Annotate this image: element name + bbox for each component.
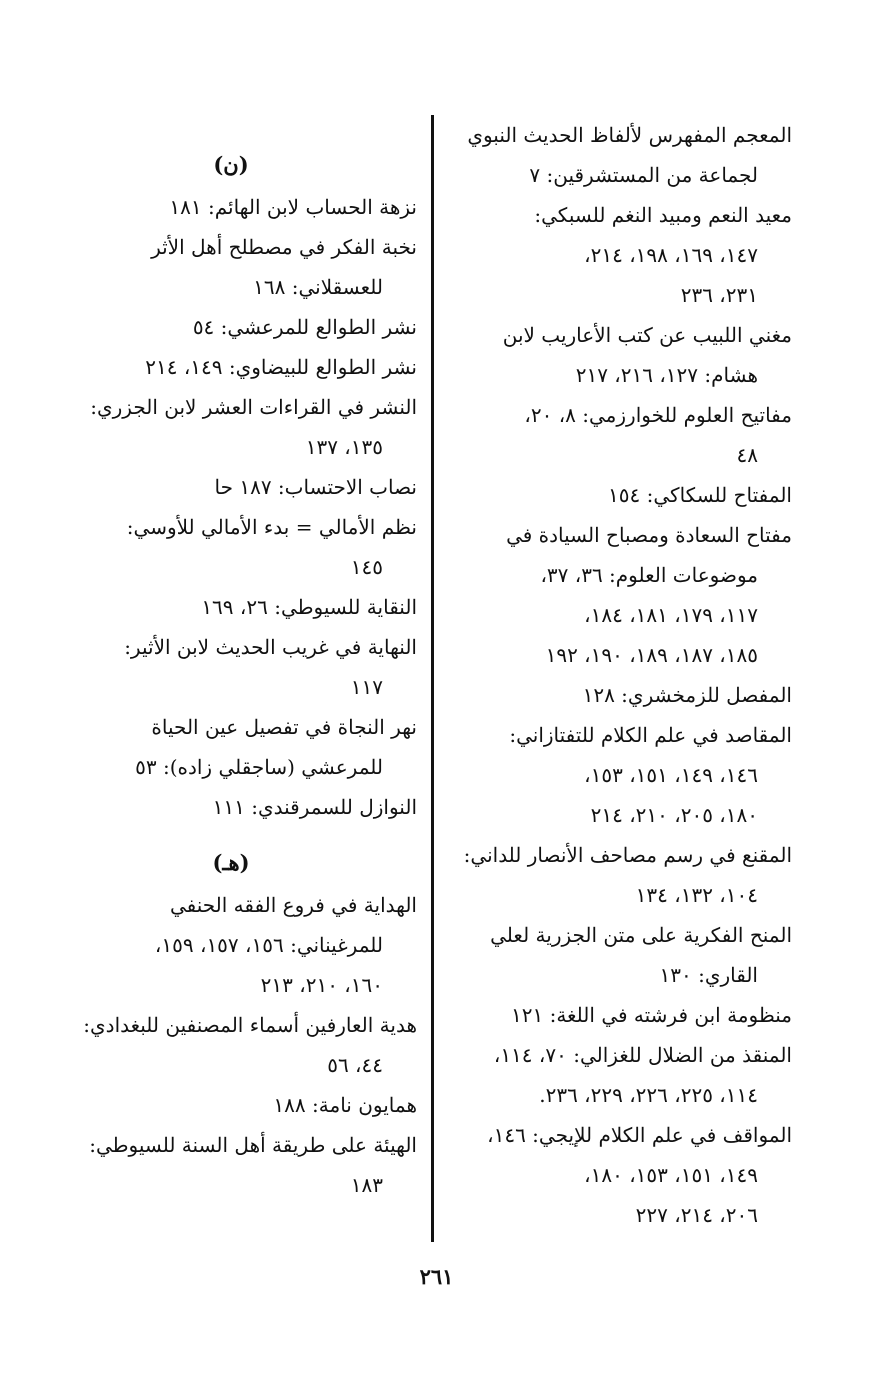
section-heading-ha: (هـ)	[212, 850, 250, 875]
index-entry-line: النقاية للسيوطي: ٢٦، ١٦٩	[201, 595, 417, 619]
index-entry-line: نصاب الاحتساب: ١٨٧ حا	[214, 475, 417, 499]
index-entry-line: ١١٧	[350, 675, 383, 699]
section-ha-entries	[45, 885, 417, 1205]
index-entry-line: نخبة الفكر في مصطلح أهل الأثر	[151, 235, 417, 259]
index-entry-line: همايون نامة: ١٨٨	[273, 1093, 417, 1117]
index-entry-line: ٢٣١، ٢٣٦	[680, 283, 758, 307]
index-entry-line: للعسقلاني: ١٦٨	[253, 275, 383, 299]
index-entry-line: ١٦٠، ٢١٠، ٢١٣	[260, 973, 383, 997]
index-entry-line: الهيئة على طريقة أهل السنة للسيوطي:	[89, 1133, 417, 1157]
index-entry-line: للمرغيناني: ١٥٦، ١٥٧، ١٥٩،	[154, 933, 383, 957]
index-entry-line: ١١٤، ٢٢٥، ٢٢٦، ٢٢٩، ٢٣٦.	[539, 1083, 758, 1107]
index-entry-line: ١٨٠، ٢٠٥، ٢١٠، ٢١٤	[590, 803, 758, 827]
index-entry-line: مفاتيح العلوم للخوارزمي: ٨، ٢٠،	[524, 403, 792, 427]
index-entry-line: ٤٨	[736, 443, 758, 467]
index-entry-line: نشر الطوالع للبيضاوي: ١٤٩، ٢١٤	[145, 355, 417, 379]
index-entry-line: لجماعة من المستشرقين: ٧	[529, 163, 758, 187]
index-entry-line: للمرعشي (ساجقلي زاده): ٥٣	[135, 755, 383, 779]
index-entry-line: المفتاح للسكاكي: ١٥٤	[608, 483, 792, 507]
index-entry-line: ٤٤، ٥٦	[327, 1053, 383, 1077]
index-entry-line: مفتاح السعادة ومصباح السيادة في	[506, 523, 792, 547]
section-nun-entries	[45, 187, 417, 827]
index-entry-line: النهاية في غريب الحديث لابن الأثير:	[124, 635, 417, 659]
index-entry-line: معيد النعم ومبيد النغم للسبكي:	[534, 203, 792, 227]
index-entry-line: ١١٧، ١٧٩، ١٨١، ١٨٤،	[584, 603, 758, 627]
index-entry-line: نظم الأمالي = بدء الأمالي للأوسي:	[126, 515, 417, 539]
index-entry-line: المقاصد في علم الكلام للتفتازاني:	[509, 723, 792, 747]
index-entry-line: ٢٠٦، ٢١٤، ٢٢٧	[635, 1203, 758, 1227]
index-entry-line: المنح الفكرية على متن الجزرية لعلي	[490, 923, 792, 947]
index-entry-line: الهداية في فروع الفقه الحنفي	[169, 893, 417, 917]
index-entry-line: النشر في القراءات العشر لابن الجزري:	[90, 395, 417, 419]
index-entry-line: ١٤٧، ١٦٩، ١٩٨، ٢١٤،	[584, 243, 758, 267]
column-divider	[431, 115, 434, 1242]
index-entry-line: ١٤٩، ١٥١، ١٥٣، ١٨٠،	[584, 1163, 758, 1187]
index-entry-line: المفصل للزمخشري: ١٢٨	[582, 683, 792, 707]
index-entry-line: ١٤٥	[350, 555, 383, 579]
page-number: ٢٦١	[419, 1264, 454, 1289]
index-entry-line: ١٠٤، ١٣٢، ١٣٤	[635, 883, 758, 907]
index-entry-line: منظومة ابن فرشته في اللغة: ١٢١	[510, 1003, 792, 1027]
index-entry-line: المواقف في علم الكلام للإيجي: ١٤٦،	[487, 1123, 792, 1147]
index-entry-line: ١٨٥، ١٨٧، ١٨٩، ١٩٠، ١٩٢	[545, 643, 758, 667]
index-entry-line: المنقذ من الضلال للغزالي: ٧٠، ١١٤،	[493, 1043, 792, 1067]
index-entry-line: هشام: ١٢٧، ٢١٦، ٢١٧	[575, 363, 758, 387]
index-entry-line: موضوعات العلوم: ٣٦، ٣٧،	[540, 563, 758, 587]
index-entry-line: نشر الطوالع للمرعشي: ٥٤	[192, 315, 417, 339]
index-entry-line: نزهة الحساب لابن الهائم: ١٨١	[169, 195, 417, 219]
index-entry-line: القاري: ١٣٠	[659, 963, 758, 987]
index-column-right	[422, 115, 792, 1235]
index-entry-line: نهر النجاة في تفصيل عين الحياة	[151, 715, 417, 739]
index-column-left	[45, 143, 417, 1205]
index-entry-line: ١٣٥، ١٣٧	[305, 435, 383, 459]
index-entry-line: هدية العارفين أسماء المصنفين للبغدادي:	[83, 1013, 417, 1037]
section-heading-nun: (ن)	[213, 152, 249, 177]
index-entry-line: ١٤٦، ١٤٩، ١٥١، ١٥٣،	[584, 763, 758, 787]
index-entry-line: مغني اللبيب عن كتب الأعاريب لابن	[502, 323, 792, 347]
index-entry-line: المقنع في رسم مصاحف الأنصار للداني:	[463, 843, 792, 867]
index-entry-line: النوازل للسمرقندي: ١١١	[212, 795, 417, 819]
index-entry-line: المعجم المفهرس لألفاظ الحديث النبوي	[467, 123, 792, 147]
index-entry-line: ١٨٣	[350, 1173, 383, 1197]
